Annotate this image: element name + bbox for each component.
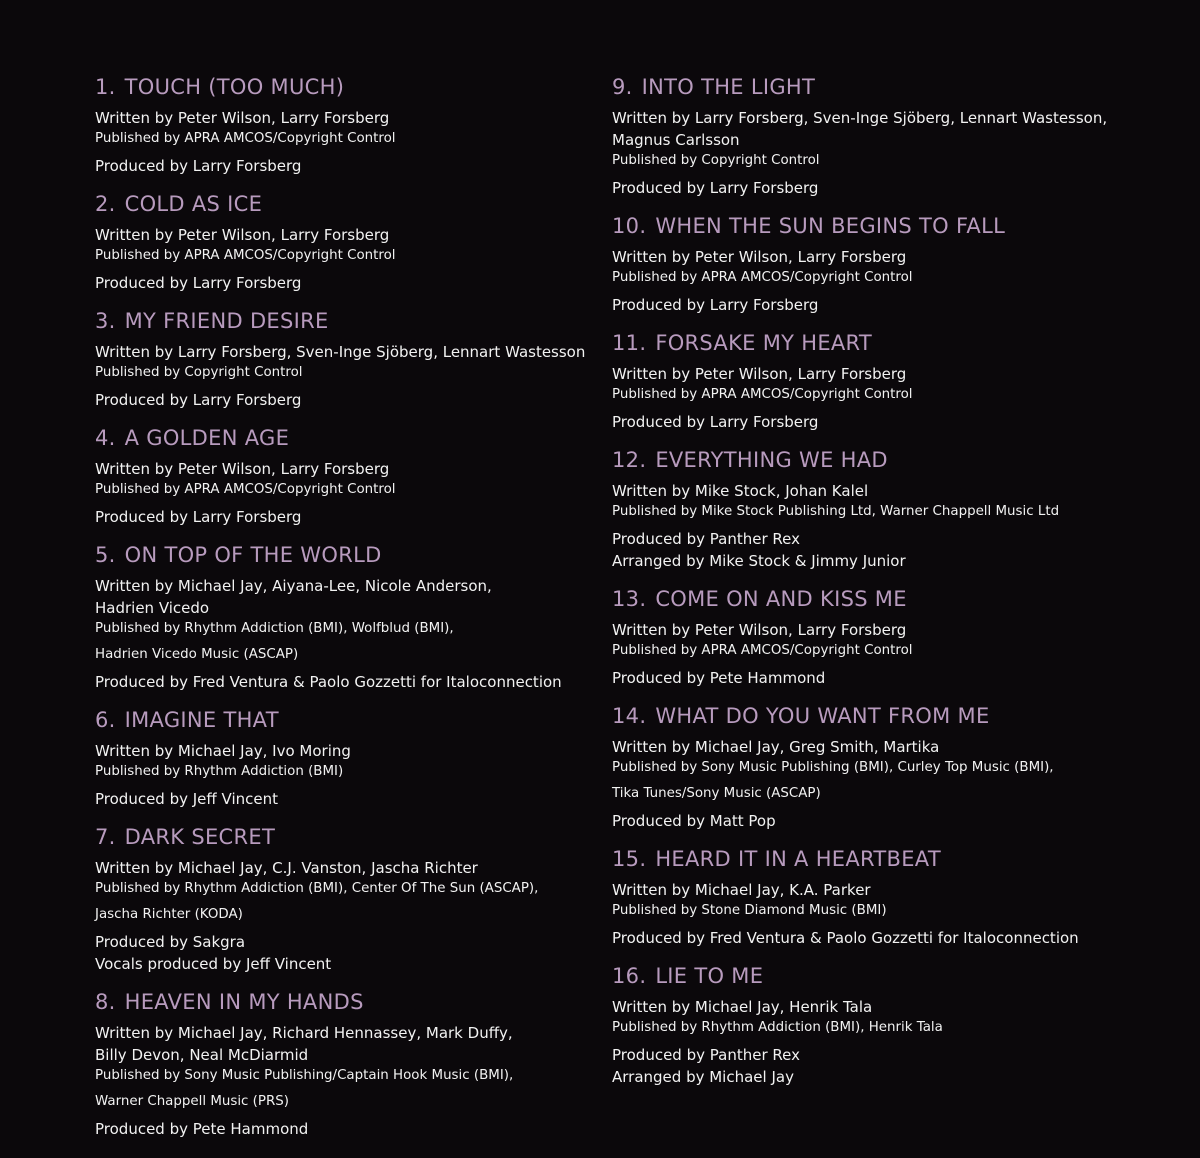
producer-credit: Vocals produced by Jeff Vincent bbox=[95, 955, 332, 973]
publisher-credit: Published by APRA AMCOS/Copyright Control bbox=[95, 482, 396, 497]
track-title bbox=[612, 844, 1172, 874]
track-name: MY FRIEND DESIRE bbox=[124, 309, 329, 333]
track-number: 16. bbox=[612, 964, 647, 988]
track-number: 4. bbox=[95, 426, 116, 450]
track-title bbox=[95, 72, 595, 102]
producer-credit: Produced by Pete Hammond bbox=[95, 1120, 309, 1138]
track-spacer bbox=[612, 572, 1172, 584]
publisher-credit: Published by Rhythm Addiction (BMI), Wolfblud (BMI), bbox=[95, 621, 454, 636]
writer-credit: Written by Mike Stock, Johan Kalel bbox=[612, 482, 869, 500]
publisher-credit: Published by Sony Music Publishing (BMI), Curley Top Music (BMI), bbox=[612, 760, 1054, 775]
track-credit-block bbox=[612, 844, 1172, 961]
track-number: 15. bbox=[612, 847, 647, 871]
track-title bbox=[95, 987, 595, 1017]
track-credit-block bbox=[612, 445, 1172, 584]
track-credit-block bbox=[95, 72, 595, 189]
writer-credit: Written by Michael Jay, Richard Hennassey, Mark Duffy, bbox=[95, 1024, 513, 1042]
writer-credit: Written by Peter Wilson, Larry Forsberg bbox=[95, 460, 390, 478]
track-title bbox=[612, 445, 1172, 475]
writer-credit: Written by Michael Jay, Henrik Tala bbox=[612, 998, 873, 1016]
track-spacer bbox=[612, 832, 1172, 844]
track-name: HEARD IT IN A HEARTBEAT bbox=[655, 847, 941, 871]
track-title bbox=[612, 701, 1172, 731]
writer-credit: Written by Peter Wilson, Larry Forsberg bbox=[95, 226, 390, 244]
writer-credit: Magnus Carlsson bbox=[612, 131, 740, 149]
producer-credit: Produced by Panther Rex bbox=[612, 530, 800, 548]
track-credit-block bbox=[612, 328, 1172, 445]
producer-credit: Produced by Sakgra bbox=[95, 933, 246, 951]
right-column bbox=[612, 72, 1172, 1100]
producer-credit: Produced by Fred Ventura & Paolo Gozzetti for Italoconnection bbox=[95, 673, 562, 691]
track-name: COLD AS ICE bbox=[124, 192, 263, 216]
track-name: IMAGINE THAT bbox=[124, 708, 279, 732]
track-spacer bbox=[612, 949, 1172, 961]
track-number: 11. bbox=[612, 331, 647, 355]
track-title bbox=[95, 189, 595, 219]
producer-credit: Produced by Larry Forsberg bbox=[612, 296, 819, 314]
writer-credit: Billy Devon, Neal McDiarmid bbox=[95, 1046, 309, 1064]
publisher-credit: Published by APRA AMCOS/Copyright Control bbox=[95, 131, 396, 146]
track-name: WHEN THE SUN BEGINS TO FALL bbox=[655, 214, 1006, 238]
writer-credit: Written by Peter Wilson, Larry Forsberg bbox=[612, 621, 907, 639]
track-name: HEAVEN IN MY HANDS bbox=[124, 990, 364, 1014]
producer-credit: Produced by Fred Ventura & Paolo Gozzetti for Italoconnection bbox=[612, 929, 1079, 947]
track-number: 3. bbox=[95, 309, 116, 333]
producer-credit: Arranged by Michael Jay bbox=[612, 1068, 794, 1086]
track-spacer bbox=[95, 294, 595, 306]
producer-credit: Produced by Larry Forsberg bbox=[612, 179, 819, 197]
producer-credit: Produced by Larry Forsberg bbox=[612, 413, 819, 431]
track-title bbox=[95, 540, 595, 570]
track-number: 14. bbox=[612, 704, 647, 728]
track-spacer bbox=[95, 693, 595, 705]
track-title bbox=[612, 72, 1172, 102]
publisher-credit: Published by APRA AMCOS/Copyright Control bbox=[95, 248, 396, 263]
track-spacer bbox=[95, 810, 595, 822]
track-name: INTO THE LIGHT bbox=[641, 75, 816, 99]
track-credit-block bbox=[95, 306, 595, 423]
track-credit-block bbox=[612, 211, 1172, 328]
writer-credit: Written by Michael Jay, K.A. Parker bbox=[612, 881, 871, 899]
track-credit-block bbox=[95, 987, 595, 1152]
writer-credit: Written by Michael Jay, Greg Smith, Martika bbox=[612, 738, 940, 756]
publisher-credit: Hadrien Vicedo Music (ASCAP) bbox=[95, 647, 299, 662]
track-spacer bbox=[612, 316, 1172, 328]
track-number: 7. bbox=[95, 825, 116, 849]
publisher-credit: Published by Rhythm Addiction (BMI), Henrik Tala bbox=[612, 1020, 943, 1035]
track-number: 1. bbox=[95, 75, 116, 99]
writer-credit: Written by Peter Wilson, Larry Forsberg bbox=[612, 365, 907, 383]
track-number: 10. bbox=[612, 214, 647, 238]
track-number: 12. bbox=[612, 448, 647, 472]
producer-credit: Produced by Matt Pop bbox=[612, 812, 776, 830]
publisher-credit: Published by Stone Diamond Music (BMI) bbox=[612, 903, 887, 918]
publisher-credit: Published by APRA AMCOS/Copyright Control bbox=[612, 387, 913, 402]
track-number: 8. bbox=[95, 990, 116, 1014]
publisher-credit: Published by Mike Stock Publishing Ltd, Warner Chappell Music Ltd bbox=[612, 504, 1060, 519]
track-title bbox=[612, 211, 1172, 241]
publisher-credit: Published by Rhythm Addiction (BMI), Center Of The Sun (ASCAP), bbox=[95, 881, 539, 896]
track-spacer bbox=[95, 177, 595, 189]
track-title bbox=[95, 705, 595, 735]
track-title bbox=[95, 423, 595, 453]
publisher-credit: Warner Chappell Music (PRS) bbox=[95, 1094, 290, 1109]
track-spacer bbox=[612, 433, 1172, 445]
track-number: 6. bbox=[95, 708, 116, 732]
producer-credit: Produced by Pete Hammond bbox=[612, 669, 826, 687]
publisher-credit: Published by Rhythm Addiction (BMI) bbox=[95, 764, 344, 779]
track-credit-block bbox=[95, 822, 595, 987]
left-column bbox=[95, 72, 595, 1152]
track-name: COME ON AND KISS ME bbox=[655, 587, 907, 611]
publisher-credit: Published by APRA AMCOS/Copyright Control bbox=[612, 643, 913, 658]
track-spacer bbox=[95, 1140, 595, 1152]
track-credit-block bbox=[95, 189, 595, 306]
track-number: 9. bbox=[612, 75, 633, 99]
track-credit-block bbox=[95, 705, 595, 822]
track-title bbox=[95, 822, 595, 852]
track-credit-block bbox=[612, 72, 1172, 211]
track-spacer bbox=[95, 975, 595, 987]
track-name: LIE TO ME bbox=[655, 964, 764, 988]
track-number: 13. bbox=[612, 587, 647, 611]
track-number: 5. bbox=[95, 543, 116, 567]
writer-credit: Written by Michael Jay, Aiyana-Lee, Nicole Anderson, bbox=[95, 577, 492, 595]
writer-credit: Written by Michael Jay, Ivo Moring bbox=[95, 742, 351, 760]
producer-credit: Produced by Panther Rex bbox=[612, 1046, 800, 1064]
publisher-credit: Published by Copyright Control bbox=[612, 153, 820, 168]
track-title bbox=[612, 584, 1172, 614]
track-spacer bbox=[612, 1088, 1172, 1100]
producer-credit: Produced by Jeff Vincent bbox=[95, 790, 278, 808]
track-name: WHAT DO YOU WANT FROM ME bbox=[655, 704, 990, 728]
producer-credit: Produced by Larry Forsberg bbox=[95, 274, 302, 292]
track-title bbox=[612, 328, 1172, 358]
publisher-credit: Jascha Richter (KODA) bbox=[95, 907, 243, 922]
writer-credit: Written by Michael Jay, C.J. Vanston, Jascha Richter bbox=[95, 859, 478, 877]
track-title bbox=[95, 306, 595, 336]
track-spacer bbox=[612, 199, 1172, 211]
writer-credit: Hadrien Vicedo bbox=[95, 599, 210, 617]
publisher-credit: Published by APRA AMCOS/Copyright Control bbox=[612, 270, 913, 285]
track-spacer bbox=[95, 411, 595, 423]
producer-credit: Produced by Larry Forsberg bbox=[95, 391, 302, 409]
track-number: 2. bbox=[95, 192, 116, 216]
track-credit-block bbox=[612, 701, 1172, 844]
track-title bbox=[612, 961, 1172, 991]
writer-credit: Written by Peter Wilson, Larry Forsberg bbox=[95, 109, 390, 127]
producer-credit: Produced by Larry Forsberg bbox=[95, 157, 302, 175]
writer-credit: Written by Larry Forsberg, Sven-Inge Sjöberg, Lennart Wastesson bbox=[95, 343, 586, 361]
track-credit-block bbox=[612, 961, 1172, 1100]
track-name: ON TOP OF THE WORLD bbox=[124, 543, 382, 567]
track-credit-block bbox=[95, 540, 595, 705]
track-name: DARK SECRET bbox=[124, 825, 276, 849]
writer-credit: Written by Peter Wilson, Larry Forsberg bbox=[612, 248, 907, 266]
track-spacer bbox=[612, 689, 1172, 701]
publisher-credit: Published by Sony Music Publishing/Captain Hook Music (BMI), bbox=[95, 1068, 514, 1083]
track-name: TOUCH (TOO MUCH) bbox=[124, 75, 345, 99]
track-name: A GOLDEN AGE bbox=[124, 426, 290, 450]
track-name: EVERYTHING WE HAD bbox=[655, 448, 888, 472]
writer-credit: Written by Larry Forsberg, Sven-Inge Sjöberg, Lennart Wastesson, bbox=[612, 109, 1108, 127]
publisher-credit: Published by Copyright Control bbox=[95, 365, 303, 380]
track-credit-block bbox=[95, 423, 595, 540]
producer-credit: Produced by Larry Forsberg bbox=[95, 508, 302, 526]
producer-credit: Arranged by Mike Stock & Jimmy Junior bbox=[612, 552, 906, 570]
publisher-credit: Tika Tunes/Sony Music (ASCAP) bbox=[612, 786, 821, 801]
track-name: FORSAKE MY HEART bbox=[655, 331, 873, 355]
track-credit-block bbox=[612, 584, 1172, 701]
track-spacer bbox=[95, 528, 595, 540]
